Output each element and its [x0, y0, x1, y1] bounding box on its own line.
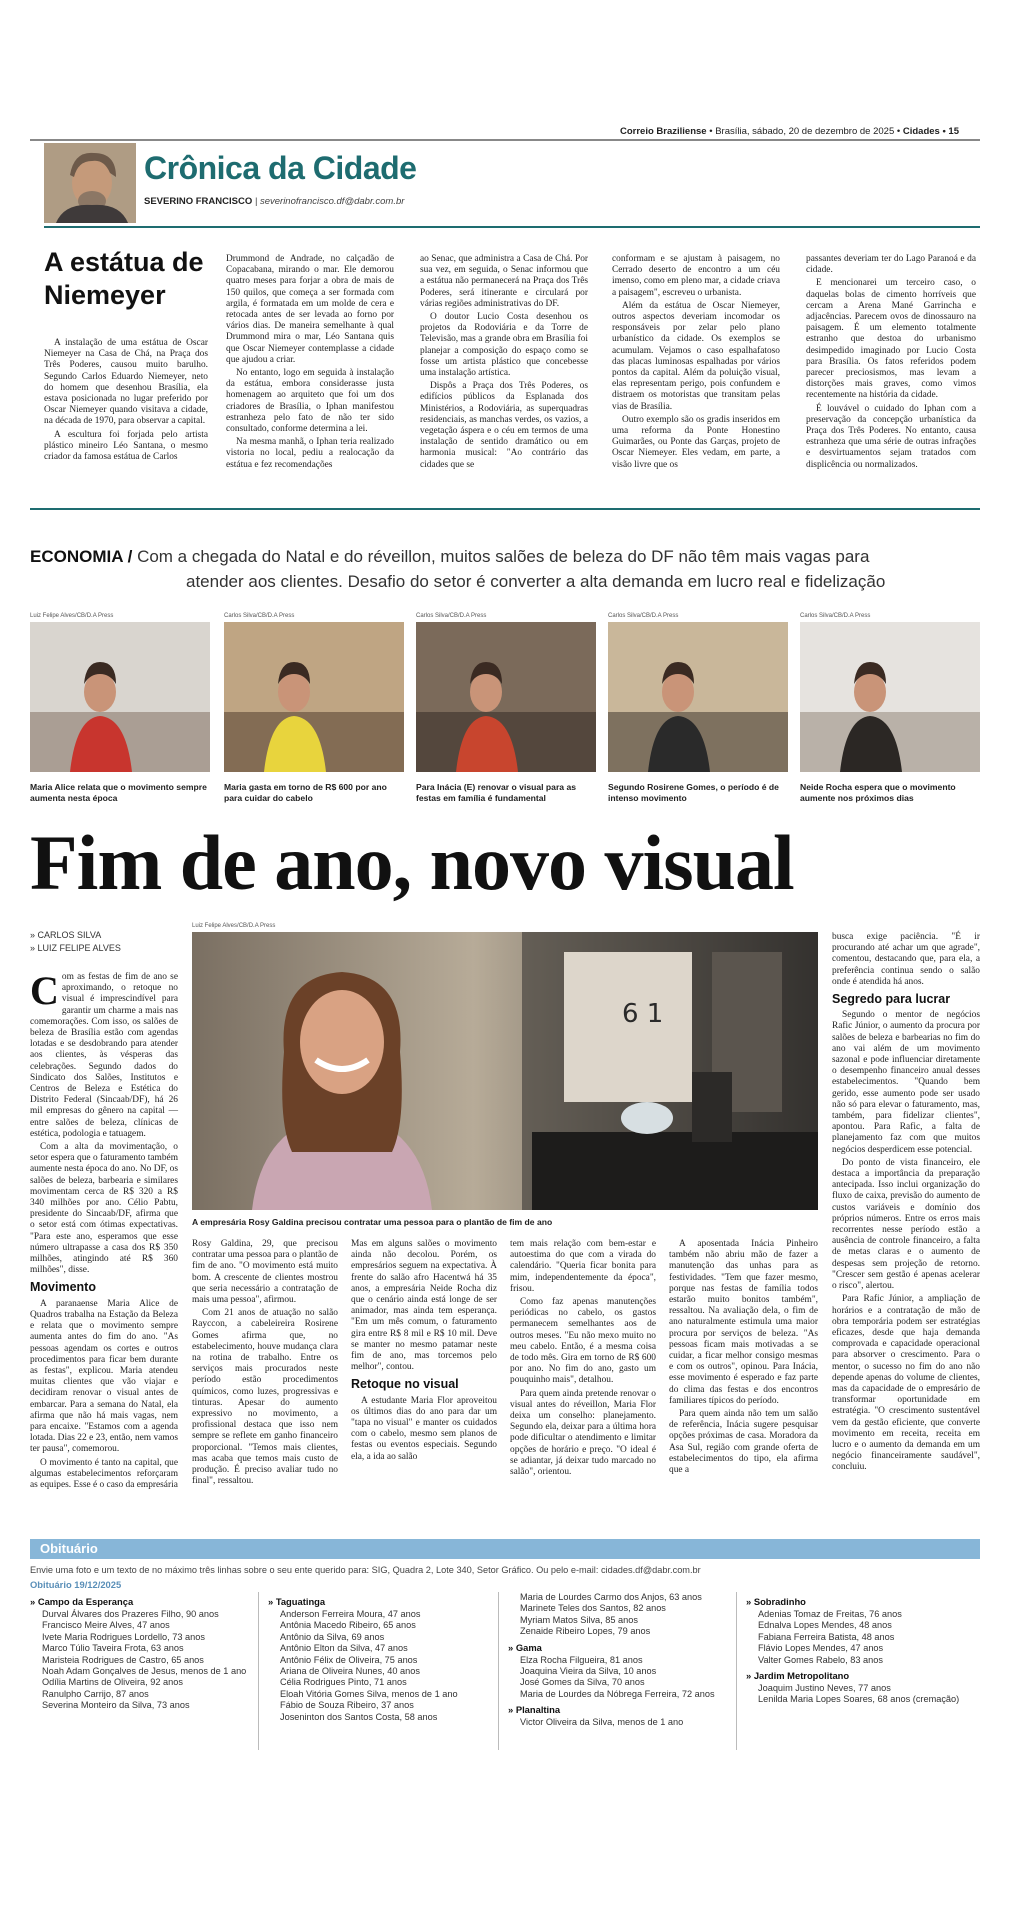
thumb-photo [224, 622, 404, 772]
drop-cap: C [30, 968, 59, 1013]
obituary-date: Obituário 19/12/2025 [30, 1579, 122, 1590]
story-col-a: Com as festas de fim de ano se aproximando, o retoque no visual é imprescindível para garantir um charme a mais nas comemorações. Com isso, os salões de beleza de Brasília estão com agendas lotadas e se desdobrando para atender aos clientes, às vésperas das celebrações. Segundo dados do Sindicato dos Salões, Institutos e Centros de Beleza e Estética do Distrito Federal (Sincaab/DF), há 26 mil empresas do gênero na capital — entre salões de beleza, clínicas de estética, podologia e tatuagem. Com a alta da movimentação, o setor espera que o faturamento também aumente nesta época do ano. No DF, os salões de beleza, barbearia e similares movimentam cerca de R$ 320 a R$ 340 milhões por ano. Célio Pabtu, presidente do Sincaab/DF, afirma que o setor está com ótimas expectativas. "Para este ano, esperamos que esse número ultrapasse a casa dos R$ 350 milhões, atingindo até R$ 360 milhões", disse. Movimento A paranaense Maria Alice de Quadros trabalha na Estação da Beleza e relata que o movimento sempre aumenta antes do fim do ano. "As pessoas agendam os cortes e outros procedimentos para ficar bem durante as festas", explicou. Maria atendeu muitas clientes que vão viajar e decidiram renovar o visual antes de embarcar. Para a semana do Natal, ela afirma que não há mais vagas, nem para encaixe. "Estamos com a agenda lotada. Dias 22 e 23, então, nem vamos ter pausa", comemorou. O movimento é tanto na capital, que algumas estabelecimentos reforçaram as equipes. Esse é o caso da empresária [30, 968, 178, 1490]
obituary-entry: Ivete Maria Rodrigues Lordello, 73 anos [42, 1631, 205, 1642]
obituary-entry: José Gomes da Silva, 70 anos [520, 1677, 645, 1688]
cronica-col-4: conformam e se ajustam à paisagem, no Cerrado deserto de encontro a um céu imenso, como em pleno mar, a cidade criava a paisagem", escreveu o urbanista. Além da estátua de Oscar Niemeyer, outros aspectos deveriam incomodar os responsáveis por zelar pelo plano urbanístico da cidade. Os exemplos se acumulam. Vejamos o caso espalhafatoso das placas luminosas espalhadas por vários pontos da capital. Além da poluição visual, elas representam perigo, pois confundem e distraem os motoristas que transitam pelas vias de Brasília. Outro exemplo são os gradis inseridos em uma reforma da Ponte Honestino Guimarães, ou Ponte das Garças, projeto de Oscar Niemeyer. Eles vedam, em parte, a visão livre que os [612, 254, 780, 470]
cronica-col-2: Drummond de Andrade, no calçadão de Copacabana, mirando o mar. Ele demorou quatro meses para forjar a obra de mais de 150 quilos, que começa a ser formada com argila, é formatada em um molde de cera e retocada antes de ser levada ao forno por vários dias. De maneira semelhante à qual Drummond mira o mar, Léo Santana quis que Oscar Niemeyer contemplasse a cidade que ajudou a criar. No entanto, logo em seguida à instalação da estátua, embora considerasse justa homenagem ao arquiteto que foi um dos criadores de Brasília, o Iphan manifestou estranheza pelo fato de não ter sido consultado, conforme determina a lei. Na mesma manhã, o Iphan teria realizado vistoria no local, pediu a realocação da estátua e fez recomendações [226, 254, 394, 470]
columnist-email[interactable]: | severinofrancisco.df@dabr.com.br [254, 196, 405, 207]
obituary-entry: Marco Túlio Taveira Frota, 63 anos [42, 1643, 184, 1654]
obituary-entry: Ednalva Lopes Mendes, 48 anos [758, 1620, 892, 1631]
obituary-region: » Jardim Metropolitano [746, 1670, 850, 1682]
obituary-entry: Maria de Lourdes da Nóbrega Ferreira, 72 anos [520, 1688, 715, 1699]
obituary-entry: Joseninton dos Santos Costa, 58 anos [280, 1711, 438, 1722]
obituary-col-4 [746, 1592, 966, 1706]
obituary-region: » Taguatinga [268, 1596, 326, 1607]
cronica-headline: A estátua de Niemeyer [44, 247, 204, 310]
obituary-region: » Gama [508, 1641, 542, 1653]
thumb-photo [800, 622, 980, 772]
page-header [620, 126, 959, 137]
obituary-divider-1 [258, 1592, 259, 1750]
obituary-entry: Anderson Ferreira Moura, 47 anos [280, 1609, 421, 1619]
economia-lead: ECONOMIA / Com a chegada do Natal e do réveillon, muitos salões de beleza do DF não têm mais vagas para atender aos clientes. Desafio do setor é converter a alta demanda em lucro real e fidelização [30, 547, 886, 591]
thumb-credit: Carlos Silva/CB/D.A Press [608, 613, 679, 619]
thumb-caption: Maria gasta em torno de R$ 600 por ano para cuidar do cabelo [224, 782, 387, 803]
cronica-col-5: passantes deveriam ter do Lago Paranoá e da cidade. E mencionarei um terceiro caso, o daquelas bolas de cimento horríveis que cercam a Arena Mané Garrincha e adjacências. Parecem ovos de dinossauro na paisagem. É um elemento totalmente estranho que destoa do urbanismo desimpedido imaginado por Lucio Costa para Brasília. Os fatos referidos podem parecer preciosismos, mas levam a distorções mais graves, como vimos recentemente na história da cidade. É louvável o cuidado do Iphan com a preservação da concepção urbanística da Praça dos Três Poderes. No entanto, causa estranheza que uma série de outras infrações e desvirtuamentos sejam tratados com displicência ou normalizados. [806, 254, 976, 470]
obituary-divider-3 [736, 1592, 737, 1750]
subhead-retoque: Retoque no visual [351, 1377, 459, 1392]
subhead-movimento: Movimento [30, 1280, 96, 1295]
obituary-entry: Célia Rodrigues Pinto, 71 anos [280, 1677, 407, 1688]
obituary-entry: Zenaide Ribeiro Lopes, 79 anos [520, 1626, 651, 1637]
obituary-divider-2 [498, 1592, 499, 1750]
subhead-segredo: Segredo para lucrar [832, 992, 951, 1007]
obituary-entry: Ariana de Oliveira Nunes, 40 anos [280, 1666, 420, 1677]
story-col-f: busca exige paciência. "É ir procurando até achar um que agrade", comentou, destacando que, para ela, a preferência continua sendo o salão onde é atendida há anos. Segredo para lucrar Segundo o mentor de negócios Rafic Júnior, o aumento da procura por salões de beleza e barbearias no fim do ano vai além de um movimento sazonal e pode influenciar diretamente o desempenho financeiro anual desses estabelecimentos. "Quando bem gerido, esse aumento pode ser usado não só para elevar o faturamento, mas, também, para fidelizar clientes", apontou. Para Rafic, a falta de planejamento faz com que muitos negócios desperdicem esse potencial. Do ponto de vista financeiro, ele destaca a importância da preparação antecipada. Isso inclui organização do fluxo de caixa, previsão do aumento de custos variáveis e domínio dos próprios números. Entre os erros mais recorrentes nesse período estão a ausência de controle financeiro, a falta de metas claras e o aumento de despesas sem projeção de retorno. "Crescer sem gestão é apenas acelerar o risco", alertou. Para Rafic Júnior, a ampliação de horários e a contratação de mão de obra temporária podem ser estratégias eficazes, desde que haja demanda comprovada e capacidade operacional para absorver o crescimento. Para o mentor, o sucesso no fim do ano não depende apenas do volume de clientes, mas da capacidade de o empresário de transformar oportunidade em estratégia. "O crescimento sustentável vem da gestão eficiente, que converte movimento em receita, receita em lucro e o aumento da demanda em um negócio financeiramente saudável", concluiu. [832, 932, 980, 1473]
column-rule [44, 226, 980, 228]
obituary-entry: Noah Adam Gonçalves de Jesus, menos de 1 ano [42, 1666, 247, 1677]
columnist-photo [44, 143, 136, 223]
obituary-entry: Durval Álvares dos Prazeres Filho, 90 anos [42, 1609, 219, 1619]
obituary-region: » Sobradinho [746, 1596, 806, 1607]
economia-kicker: ECONOMIA / [30, 547, 133, 566]
thumb-caption: Segundo Rosirene Gomes, o período é de intenso movimento [608, 782, 779, 803]
obituary-entry: Lenilda Maria Lopes Soares, 68 anos (cremação) [758, 1694, 960, 1705]
story-col-c: Mas em alguns salões o movimento ainda não decolou. Porém, os empresários seguem na expectativa. À frente do salão afro Hacentwá há 35 anos, a empresária Neide Rocha diz que o cenário ainda está longe de ser animador, mas ainda tem esperança. "Em um mês comum, o faturamento gira entre R$ 8 mil e R$ 10 mil. Deve se manter no mesmo patamar neste fim de ano, mas torcemos pelo melhor", contou. Retoque no visual A estudante Maria Flor aproveitou os últimos dias do ano para dar um "tapa no visual" e manter os cuidados com o cabelo, mesmo sem planos de festas ou eventos especiais. Segundo ela, a ida ao salão [351, 1239, 497, 1462]
thumb-credit: Luiz Felipe Alves/CB/D.A Press [30, 613, 114, 619]
thumb-caption: Para Inácia (E) renovar o visual para as festas em família é fundamental [416, 782, 577, 803]
thumb-caption: Maria Alice relata que o movimento sempre aumenta nesta época [30, 782, 207, 803]
obituary-entry: Joaquim Justino Neves, 77 anos [758, 1683, 891, 1694]
story-col-b: Rosy Galdina, 29, que precisou contratar uma pessoa para o plantão de fim de ano. "O movimento está muito bom. A crescente de clientes mostrou que seria necessário a contratação de mais uma pessoa", afirmou. Com 21 anos de atuação no salão Rayccon, a cabeleireira Rosirene Gomes afirma que, no estabelecimento, houve mudança clara na rotina de trabalho. Entre os serviços mais procurados neste período estão procedimentos químicos, como luzes, progressivas e tinturas. Apesar do aumento expressivo no movimento, a profissional destaca que isso nem sempre se reflete em ganho financeiro proporcional. "Temos mais clientes, mas acaba que temos mais custo de produção. É preciso avaliar tudo no final", ressaltou. [192, 1239, 338, 1487]
column-byline [144, 196, 404, 207]
obituary-entry: Antônio Elton da Silva, 47 anos [280, 1643, 408, 1654]
obituary-entry: Maria de Lourdes Carmo dos Anjos, 63 anos [520, 1592, 702, 1602]
obituary-entry: Francisco Meire Alves, 47 anos [42, 1620, 170, 1631]
obituary-entry: Severina Monteiro da Silva, 73 anos [42, 1700, 190, 1711]
obituary-entry: Myriam Matos Silva, 85 anos [520, 1614, 638, 1625]
obituary-entry: Joaquina Vieira da Silva, 10 anos [520, 1666, 657, 1677]
column-title: Crônica da Cidade [144, 150, 417, 186]
obituary-entry: Flávio Lopes Mendes, 47 anos [758, 1643, 884, 1654]
obituary-title: Obituário [40, 1541, 98, 1556]
main-photo-credit: Luiz Felipe Alves/CB/D.A Press [192, 923, 276, 929]
obituary-col-1 [30, 1592, 250, 1712]
obituary-region: » Planaltina [508, 1704, 561, 1716]
obituary-entry: Maristeia Rodrigues de Castro, 65 anos [42, 1654, 204, 1665]
obituary-entry: Elza Rocha Filgueira, 81 anos [520, 1654, 643, 1665]
obituary-entry: Ranulpho Carrijo, 87 anos [42, 1688, 149, 1699]
obituary-entry: Antônia Macedo Ribeiro, 65 anos [280, 1620, 416, 1631]
page-number: • 15 [942, 126, 960, 137]
main-headline: Fim de ano, novo visual [30, 819, 794, 906]
thumb-credit: Carlos Silva/CB/D.A Press [416, 613, 487, 619]
thumb-credit: Carlos Silva/CB/D.A Press [224, 613, 295, 619]
header-meta: • Brasília, sábado, 20 de dezembro de 2025 • [709, 126, 901, 137]
main-photo [192, 932, 818, 1210]
obituary-entry: Fábio de Souza Ribeiro, 37 anos [280, 1700, 414, 1711]
obituary-info: Envie uma foto e um texto de no máximo três linhas sobre o seu ente querido para: SIG, Quadra 2, Lote 340, Setor Gráfico. Ou pelo e-mail: cidades.df@dabr.com.br [30, 1565, 701, 1575]
newspaper-name: Correio Braziliense [620, 126, 707, 137]
obituary-entry: Valter Gomes Rabelo, 83 anos [758, 1654, 883, 1665]
thumb-photo [608, 622, 788, 772]
section-name: Cidades [902, 126, 940, 137]
columnist-name: SEVERINO FRANCISCO [144, 196, 253, 207]
obituary-entry: Antônio da Silva, 69 anos [280, 1631, 385, 1642]
story-col-d: tem mais relação com bem-estar e autoestima do que com a virada do calendário. "Queria ficar bonita para mim, independentemente da época", frisou. Como faz apenas manutenções periódicas no cabelo, os gastos permanecem semelhantes aos de outros meses. "Eu não mexo muito no meu cabelo. Então, é a mesma coisa de todo mês. Gira em torno de R$ 600 por ano. No fim do ano, gasto um pouquinho mais", detalhou. Para quem ainda pretende renovar o visual antes do réveillon, Maria Flor deixa um conselho: planejamento. Segundo ela, deixar para a última hora pode dificultar o atendimento e limitar opções de horário e preço. "O ideal é se adiantar, já deixar tudo marcado no salão", orientou. [510, 1239, 656, 1478]
thumb-photo [416, 622, 596, 772]
obituary-col-3 [508, 1592, 728, 1729]
cronica-col-3: ao Senac, que administra a Casa de Chá. Por sua vez, em seguida, o Senac informou que a estátua não permanecerá na Praça dos Três Poderes, será itinerante e circulará por várias regiões administrativas do DF. O doutor Lucio Costa desenhou os projetos da Rodoviária e da Torre de Televisão, mas a grande obra em Brasília foi planejar a composição do espaço como se fosse um artista plástico que concebesse uma instalação artística. Dispôs a Praça dos Três Poderes, os edifícios públicos da Esplanada dos Ministérios, a Rodoviária, as superquadras residenciais, as manchas verdes, os vazios, a vegetação áspera e o céu em termos de uma instalação de sentido dramático ou em harmonia musical: "Ao contrário das cidades que se [420, 254, 588, 470]
thumb-credit: Carlos Silva/CB/D.A Press [800, 613, 871, 619]
obituary-entry: Marinete Teles dos Santos, 82 anos [520, 1603, 666, 1614]
obituary-entry: Victor Oliveira da Silva, menos de 1 ano [520, 1717, 684, 1728]
obituary-entry: Odília Martins de Oliveira, 92 anos [42, 1677, 183, 1688]
obituary-entry: Fabiana Ferreira Batista, 48 anos [758, 1631, 895, 1642]
obituary-col-2 [268, 1592, 488, 1723]
header-rule [30, 139, 980, 141]
story-col-e: A aposentada Inácia Pinheiro também não abriu mão de fazer a manutenção das unhas para as festividades. "Tem que fazer mesmo, porque nas festas de família todos estarão muito bonitos também", ressaltou. Na avaliação dela, o fim de ano naturalmente estimula uma maior procura por serviços de beleza. "As pessoas ficam mais motivadas a se cuidar, a ficar melhor consigo mesmas e com os outros", opinou. Para Inácia, esse movimento é esperado e faz parte do clima das festas e dos encontros familiares típicos do período. Para quem ainda não tem um salão de referência, Inácia sugere pesquisar opções próximas de casa. Moradora da Asa Sul, região com grande oferta de estabelecimentos do tipo, ela afirma que a [669, 1239, 818, 1476]
thumb-caption: Neide Rocha espera que o movimento aumente nos próximos dias [800, 782, 956, 803]
obituary-entry: Antônio Félix de Oliveira, 75 anos [280, 1654, 418, 1665]
thumb-photo [30, 622, 210, 772]
obituary-region: » Campo da Esperança [30, 1596, 134, 1607]
obituary-entry: Adenias Tomaz de Freitas, 76 anos [758, 1609, 902, 1619]
main-photo-caption: A empresária Rosy Galdina precisou contratar uma pessoa para o plantão de fim de ano [192, 1217, 553, 1227]
cronica-rule [30, 508, 980, 510]
salon-sign: 6 1 [622, 999, 664, 1029]
obituary-entry: Eloah Vitória Gomes Silva, menos de 1 ano [280, 1688, 458, 1699]
obituary-bar [30, 1539, 980, 1559]
byline: » CARLOS SILVA » LUIZ FELIPE ALVES [30, 930, 121, 953]
cronica-col-1: A instalação de uma estátua de Oscar Niemeyer na Casa de Chá, na Praça dos Três Poderes, causou muito barulho. Segundo Carlos Eduardo Niemeyer, neto do homem que desenhou Brasília, ela estava posicionada no lugar preferido por Oscar Niemeyer quando visitava a cidade, na década de 1970, para observar a capital. A escultura foi forjada pelo artista plástico mineiro Léo Santana, o mesmo criador da famosa estátua de Carlos [44, 338, 208, 463]
